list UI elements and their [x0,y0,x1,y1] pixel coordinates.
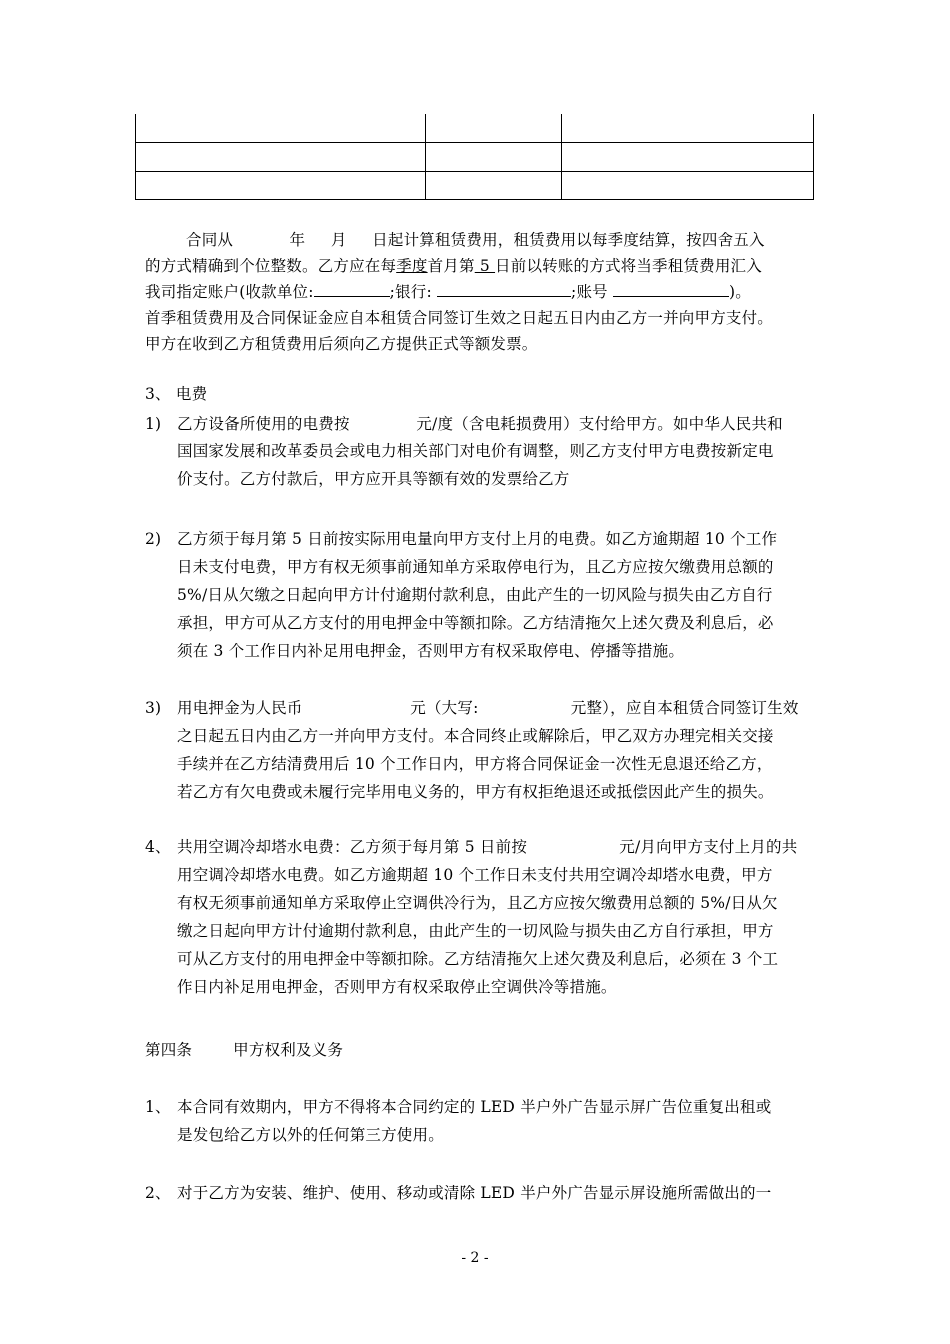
item-line: 之日起五日内由乙方一并向甲方支付。本合同终止或解除后，甲乙双方办理完相关交接 [177,727,774,745]
item-number: 2) [145,530,162,548]
table-fragment [135,114,814,200]
page-number: - 2 - [461,1250,489,1266]
table-border [135,199,814,200]
item-line: 用电押金为人民币 元（大写: 元整），应自本租赁合同签订生效 [177,699,799,717]
table-border [561,114,562,200]
article-title: 第四条 甲方权利及义务 [145,1041,344,1059]
item-line: 乙方须于每月第 5 日前按实际用电量向甲方支付上月的电费。如乙方逾期超 10 个工作 [177,530,778,548]
item-line: 缴之日起向甲方计付逾期付款利息，由此产生的一切风险与损失由乙方自行承担，甲方 [177,922,774,940]
section-heading: 3、 电费 [145,385,208,403]
item-line: 对于乙方为安装、维护、使用、移动或清除 LED 半户外广告显示屏设施所需做出的一 [177,1184,772,1202]
item-line: 有权无须事前通知单方采取停止空调供冷行为，且乙方应按欠缴费用总额的 5%/日从欠 [177,894,778,912]
item-number: 3) [145,699,162,717]
item-line: 手续并在乙方结清费用后 10 个工作日内，甲方将合同保证金一次性无息退还给乙方， [177,755,773,773]
blank-field[interactable] [437,282,571,297]
item-line: 国国家发展和改革委员会或电力相关部门对电价有调整，则乙方支付甲方电费按新定电 [177,442,774,460]
item-line: 5%/日从欠缴之日起向甲方计付逾期付款利息，由此产生的一切风险与损失由乙方自行 [177,586,773,604]
paragraph-line: 合同从 年 月 日起计算租赁费用，租赁费用以每季度结算，按四舍五入 [186,231,765,249]
table-border [813,114,814,200]
blank-field[interactable] [613,282,729,297]
item-number: 1) [145,415,162,433]
item-line: 本合同有效期内，甲方不得将本合同约定的 LED 半户外广告显示屏广告位重复出租或 [177,1098,772,1116]
item-line: 价支付。乙方付款后，甲方应开具等额有效的发票给乙方 [177,470,570,488]
paragraph-line: 的方式精确到个位整数。乙方应在每季度首月第 5 日前以转账的方式将当季租赁费用汇入 [145,257,762,275]
item-line: 作日内补足用电押金，否则甲方有权采取停止空调供冷等措施。 [177,978,617,996]
item-line: 用空调冷却塔水电费。如乙方逾期超 10 个工作日未支付共用空调冷却塔水电费，甲方 [177,866,773,884]
paragraph-line: 我司指定账户(收款单位: ;银行: ;账号 )。 [145,283,751,301]
item-number: 1、 [145,1098,171,1116]
item-line: 是发包给乙方以外的任何第三方使用。 [177,1126,444,1144]
item-line: 日未支付电费，甲方有权无须事前通知单方采取停电行为，且乙方应按欠缴费用总额的 [177,558,774,576]
table-border [425,114,426,200]
item-line: 可从乙方支付的用电押金中等额扣除。乙方结清拖欠上述欠费及利息后，必须在 3 个工 [177,950,779,968]
item-number: 2、 [145,1184,171,1202]
table-border [135,171,814,172]
item-line: 共用空调冷却塔水电费：乙方须于每月第 5 日前按 元/月向甲方支付上月的共 [177,838,798,856]
table-border [135,114,136,200]
item-line: 须在 3 个工作日内补足用电押金，否则甲方有权采取停电、停播等措施。 [177,642,685,660]
table-border [135,142,814,143]
paragraph-line: 首季租赁费用及合同保证金应自本租赁合同签订生效之日起五日内由乙方一并向甲方支付。 [145,309,774,327]
item-number: 4、 [145,838,171,856]
item-line: 乙方设备所使用的电费按 元/度（含电耗损费用）支付给甲方。如中华人民共和 [177,415,783,433]
paragraph-line: 甲方在收到乙方租赁费用后须向乙方提供正式等额发票。 [145,335,538,353]
item-line: 若乙方有欠电费或未履行完毕用电义务的，甲方有权拒绝退还或抵偿因此产生的损失。 [177,783,774,801]
blank-field[interactable] [314,282,390,297]
item-line: 承担，甲方可从乙方支付的用电押金中等额扣除。乙方结清拖欠上述欠费及利息后，必 [177,614,774,632]
